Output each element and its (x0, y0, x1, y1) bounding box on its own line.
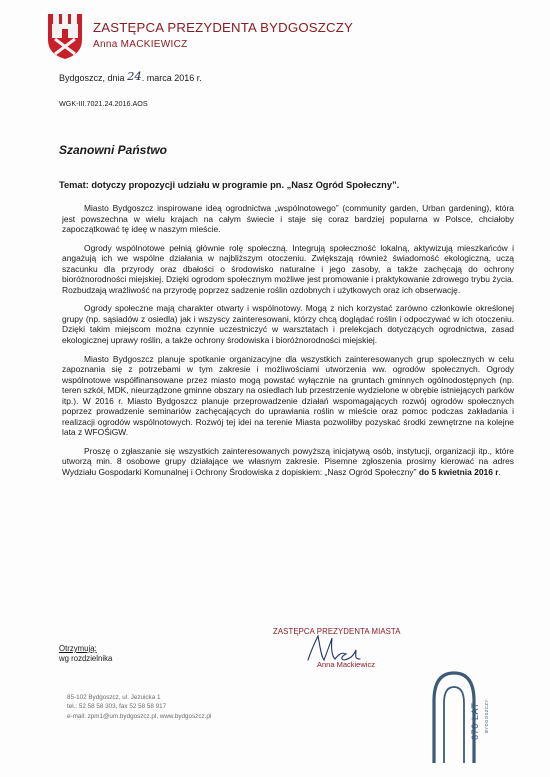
body-p5-end: . (498, 467, 501, 478)
header-name: Anna MACKIEWICZ (93, 39, 188, 50)
body-p5-deadline: do 5 kwietnia 2016 r (418, 467, 499, 478)
recipients-label: Otrzymują: (59, 644, 97, 653)
body-paragraph-4: Miasto Bydgoszcz planuje spotkanie organizacyjne dla wszystkich zainteresowanych grup społecznych w celu zapoznania się z potrzebami w tym zakresie i możliwościami utworzenia ww. ogrodów społecznych. Ogrody wspólnotowe współfinansowane przez miasto mogą powstać wyłącznie na gruntach gminnych ogólnodostępnych (np. teren szkół, MDK, nieurządzone gminne obszary na osiedlach lub przestrzenie wydzielone w obrębie istniejących parków itp.). W 2016 r. Miasto Bydgoszcz planuje przeprowadzenie działań wspomagających rozwój ogrodów społecznych poprzez prowadzenie seminariów zachęcających do uprawiania roślin w mieście oraz pomoc podczas zakładania i realizacji ogrodów wspólnotowych. Rozwój tej idei na terenie Miasta pozwoliłby pozyskać środki zewnętrzne na kolejne lata z WFOŚiGW. (62, 353, 514, 438)
date-day-handwritten: 24 (127, 69, 142, 83)
jubilee-years: 670 LAT (470, 702, 480, 740)
salutation: Szanowni Państwo (59, 143, 168, 157)
reference-number: WGK-III.7021.24.2016.AOS (59, 99, 148, 108)
signature-name: Anna Mackiewicz (317, 660, 375, 669)
670-years-arch-logo-icon (430, 667, 502, 765)
subject-line: Temat: dotyczy propozycji udziału w programie pn. „Nasz Ogród Społeczny”. (59, 180, 400, 190)
body-p5-text: Proszę o zgłaszanie się wszystkich zainteresowanych powyższą inicjatywą osób, instytucji, organizacji itp., które utworzą min. 8 osobowe grupy działające we własnym zakresie. Pisemne zgłoszenia prosimy kierować na adres Wydziału Gospodarki Komunalnej i Ochrony Środowiska z dopiskiem: „Nasz Ogród Społeczny” (62, 445, 514, 478)
body-paragraph-2: Ogrody wspólnotowe pełnią głównie rolę społeczną. Integrują społeczność lokalną, aktywizują mieszkańców i angażują ich we wspólne działania w najbliższym otoczeniu. Zwiększają również świadomość ekologiczną, uczą szacunku dla przyrody oraz dbałości o środowisko naturalne i jego zasoby, a także zachęcają do ochrony bioróżnorodności miejskiej. Dzięki ogrodom społecznym możliwe jest promowanie i praktykowanie zdrowego trybu życia. Rozbudzają wrażliwość na przyrodę poprzez sadzenie roślin ozdobnych i użytkowych oraz ich obserwację. (62, 242, 514, 295)
bydgoszcz-coat-of-arms-icon (46, 10, 84, 60)
date-prefix: Bydgoszcz, dnia (59, 73, 125, 83)
body-paragraph-1: Miasto Bydgoszcz inspirowane ideą ogrodnictwa „wspólnotowego” (community garden, Urban gardening), która jest powszechna w wielu krajach na całym świecie i staje się coraz bardziej popularna w Polsce, chciałoby zapoczątkować tę ideę w naszym mieście. (62, 203, 514, 235)
footer-contact (67, 693, 211, 721)
body-paragraph-5 (62, 446, 514, 478)
footer-email-web: e-mail: zpm1@um.bydgoszcz.pl, www.bydgoszcz.pl (67, 712, 212, 720)
jubilee-city: BYDGOSZCZY (484, 699, 489, 733)
signature-title: ZASTĘPCA PREZYDENTA MIASTA (273, 627, 401, 636)
recipients-value: wg rozdzielnika (59, 654, 113, 663)
body-paragraph-3: Ogrody społeczne mają charakter otwarty i wspólnotowy. Mogą z nich korzystać zarówno członkowie określonej grupy (np. sąsiadów z osiedla) jak i wszyscy zainteresowani, którzy chcą doglądać roślin i odpoczywać w ich otoczeniu. Dzięki takim miejscom można czynnie uczestniczyć w warsztatach i prelekcjach dotyczących ogrodnictwa, zasad ekologicznej uprawy roślin, a także ochrony środowiska i bioróżnorodności miejskiej. (62, 303, 514, 346)
letter-body (62, 203, 514, 486)
footer-phone: tel.: 52 58 58 303, fax 52 58 58 917 (67, 703, 167, 711)
footer-address: 85-102 Bydgoszcz, ul. Jezuicka 1 (67, 694, 161, 701)
date-line (59, 70, 202, 84)
recipients-block (59, 644, 112, 664)
date-suffix: . marca 2016 r. (141, 73, 202, 83)
header-title: ZASTĘPCA PREZYDENTA BYDGOSZCZY (93, 20, 354, 35)
